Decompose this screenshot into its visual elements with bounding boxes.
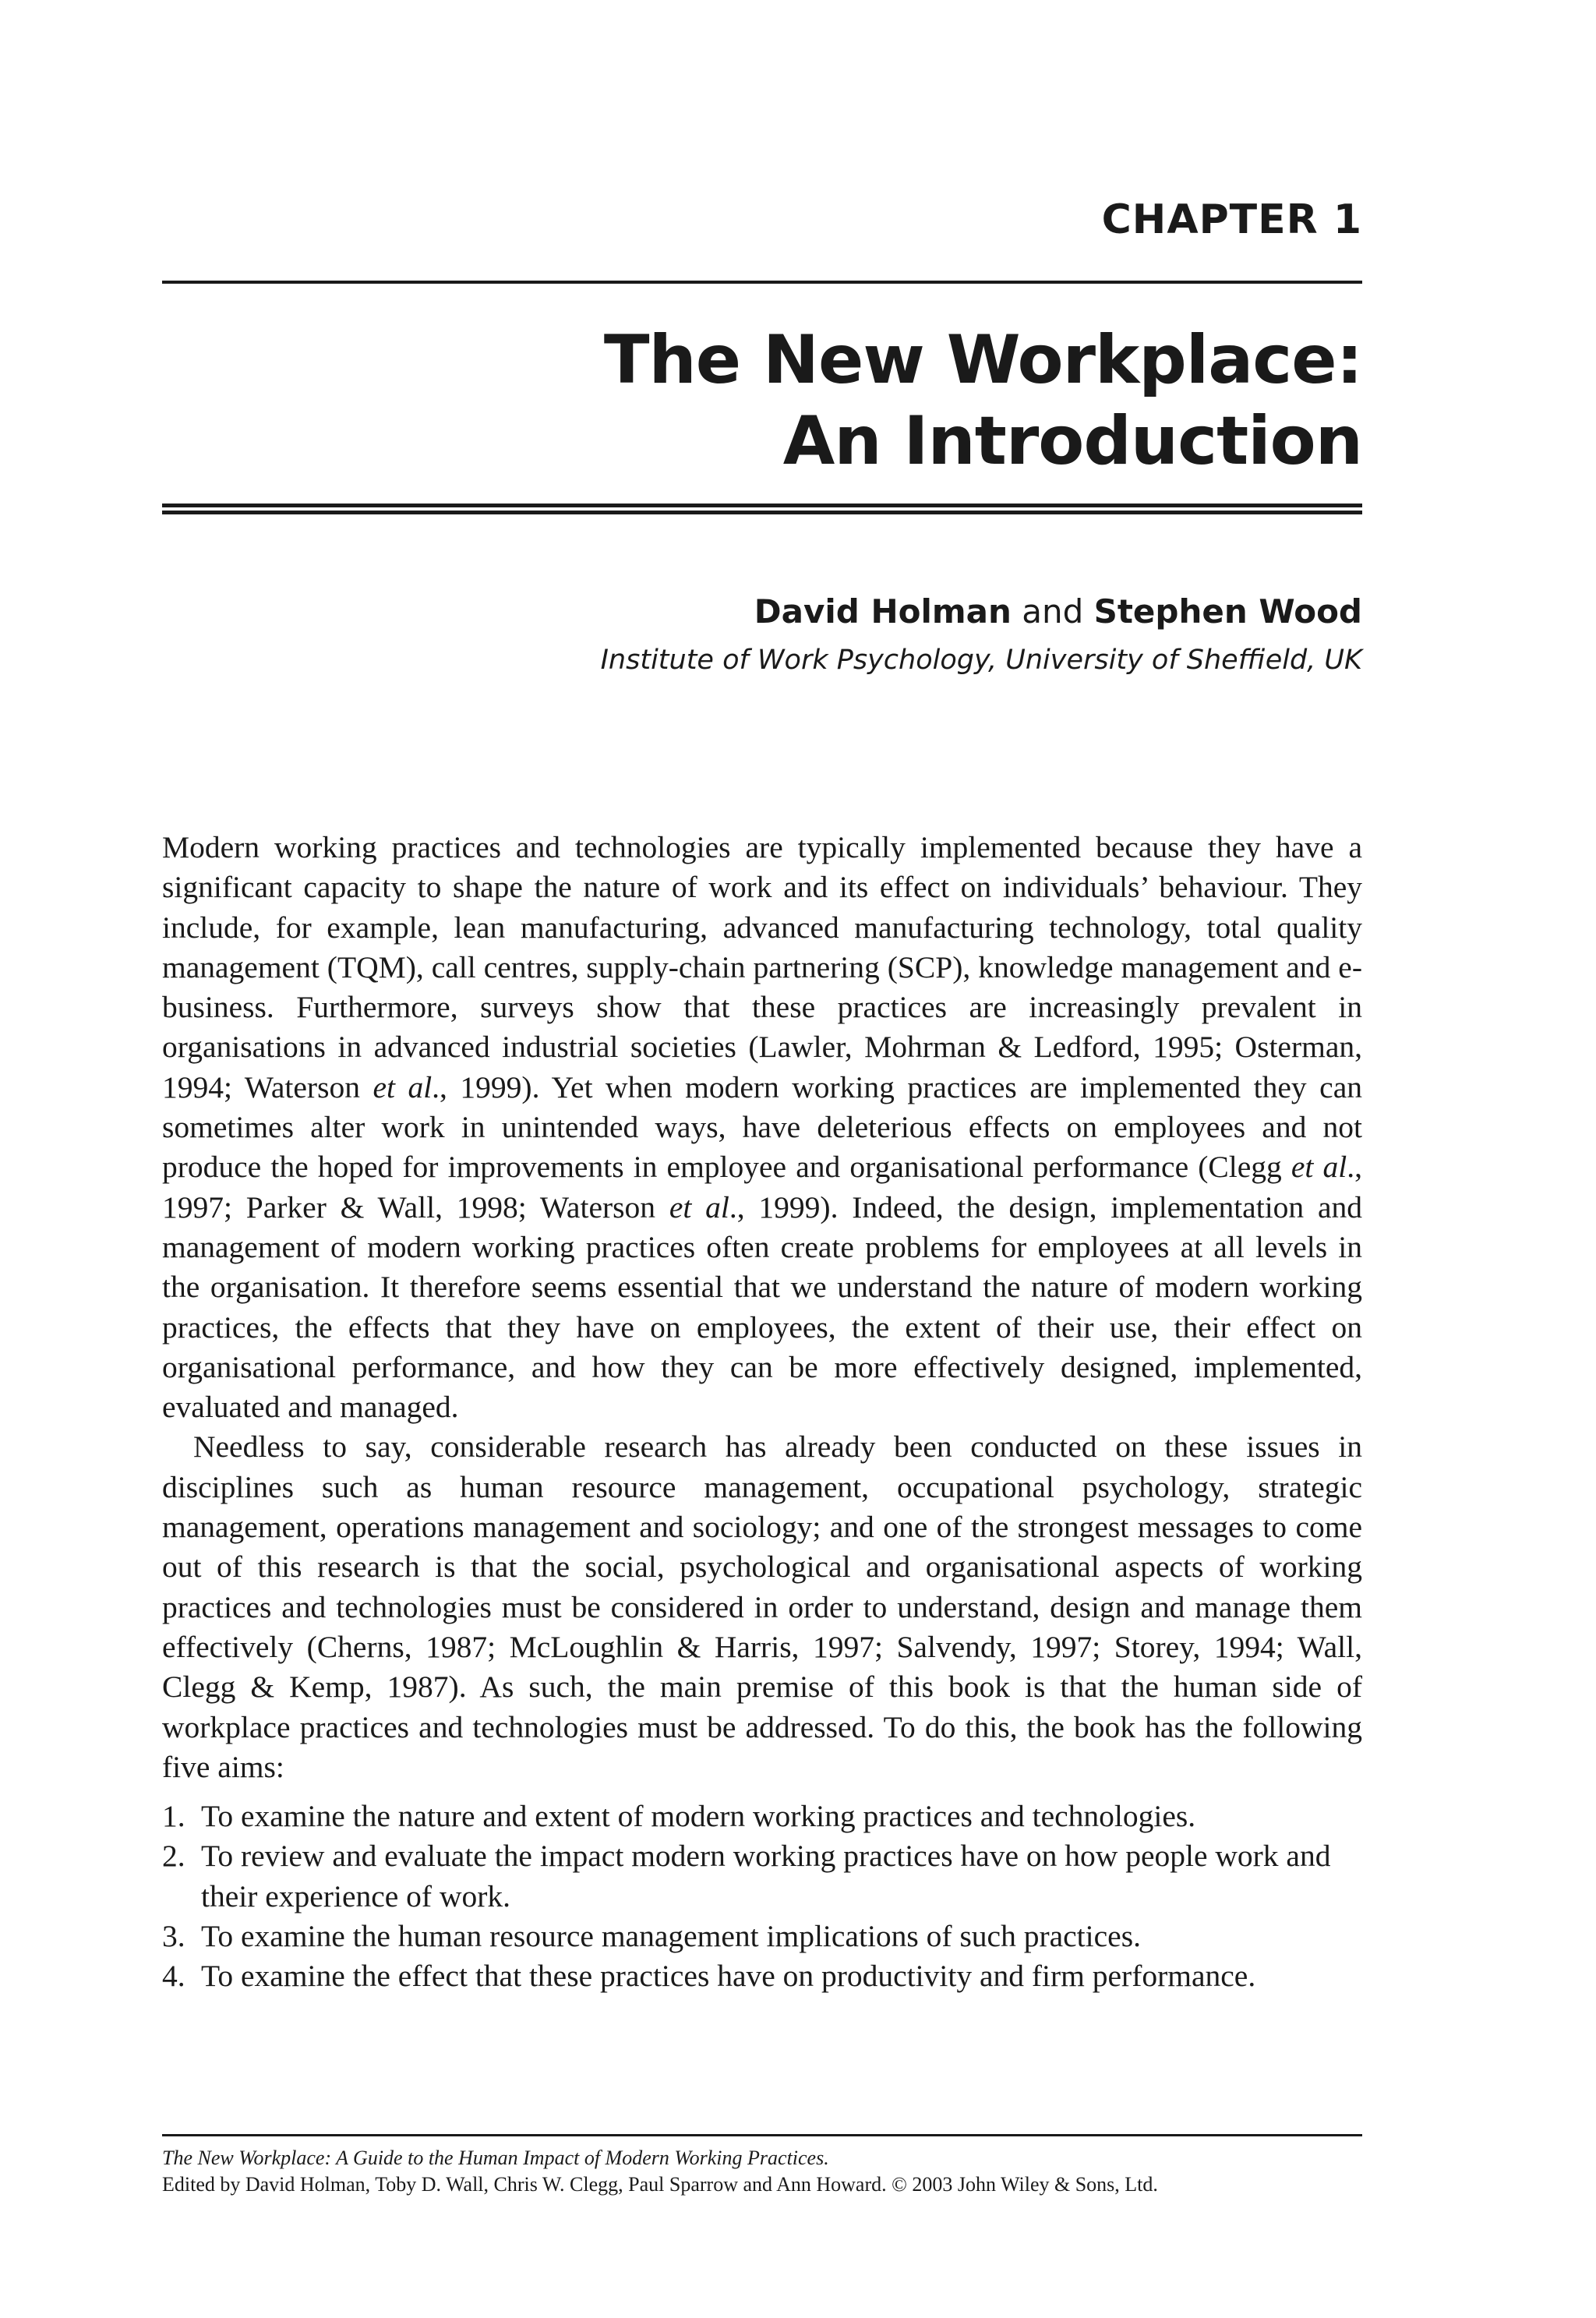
et-al-italic: et al [669,1189,729,1224]
footer-rule [162,2134,1362,2136]
aim-item [162,1836,1362,1917]
book-page [162,0,1362,2318]
chapter-body [162,828,1362,1997]
et-al-italic: et al [373,1069,433,1104]
chapter-title [604,320,1362,482]
paragraph-text: ., 1999). Yet when modern working practices are implemented they can sometimes alter work in unintended ways, have deleterious effects on employees and not produce the hoped for improvements in employee and organisational performance (Clegg [162,1069,1362,1185]
aim-number: 1. [162,1799,185,1834]
header-rule [162,281,1362,284]
aim-item [162,1956,1362,1996]
author-line [754,592,1362,631]
aim-number: 2. [162,1839,185,1874]
aim-item [162,1797,1362,1836]
author-name: Stephen Wood [1093,592,1362,631]
aim-number: 4. [162,1959,185,1994]
author-affiliation: Institute of Work Psychology, University of Sheffield, UK [600,645,1362,676]
body-paragraph [162,828,1362,1427]
title-double-rule [162,504,1362,514]
aim-text: To examine the human resource management implications of such practices. [201,1919,1141,1954]
page-footer [162,2145,1362,2198]
aim-text: To examine the effect that these practices have on productivity and firm performance. [201,1959,1256,1994]
footer-credits: Edited by David Holman, Toby D. Wall, Chris W. Clegg, Paul Sparrow and Ann Howard. © 2003 John Wiley & Sons, Ltd. [162,2173,1158,2196]
footer-book-title: The New Workplace: A Guide to the Human Impact of Modern Working Practices. [162,2147,829,2169]
aim-number: 3. [162,1919,185,1954]
paragraph-text: ., 1999). Indeed, the design, implementation and management of modern working practices often create problems for employees at all levels in the organisation. It therefore seems essential that we understand the nature of modern working practices, the effects that they have on employees, the extent of their use, their effect on organisational performance, and how they can be more effectively designed, implemented, evaluated and managed. [162,1189,1362,1425]
et-al-italic: et al [1291,1150,1347,1185]
aim-text: To review and evaluate the impact modern working practices have on how people work and their experience of work. [201,1839,1331,1913]
paragraph-text: ., 1997; Parker & Wall, 1998; Waterson [162,1150,1362,1224]
author-conjunction: and [1022,592,1084,631]
aims-list [162,1797,1362,1996]
chapter-label: CHAPTER 1 [1101,196,1362,243]
paragraph-text: Modern working practices and technologies are typically implemented because they have a significant capacity to shape the nature of work and its effect on individuals’ behaviour. They include, for example, lean manufacturing, advanced manufacturing technology, total quality management (TQM), call centres, supply-chain partnering (SCP), knowledge management and e-business. Furthermore, surveys show that these practices are increasingly prevalent in organisations in advanced industrial societies (Lawler, Mohrman & Ledford, 1995; Osterman, 1994; Waterson [162,830,1362,1104]
author-name: David Holman [754,592,1012,631]
chapter-title-line-1: The New Workplace: [603,321,1362,399]
body-paragraph: Needless to say, considerable research has already been conducted on these issues in disciplines such as human resource management, occupational psychology, strategic management, operations management and sociology; and one of the strongest messages to come out of this research is that the social, psychological and organisational aspects of working practices and technologies must be considered in order to understand, design and manage them effectively (Cherns, 1987; McLoughlin & Harris, 1997; Salvendy, 1997; Storey, 1994; Wall, Clegg & Kemp, 1987). As such, the main premise of this book is that the human side of workplace practices and technologies must be addressed. To do this, the book has the following five aims: [162,1429,1362,1784]
chapter-title-line-2: An Introduction [782,402,1362,480]
aim-text: To examine the nature and extent of modern working practices and technologies. [201,1799,1196,1834]
aim-item [162,1917,1362,1956]
